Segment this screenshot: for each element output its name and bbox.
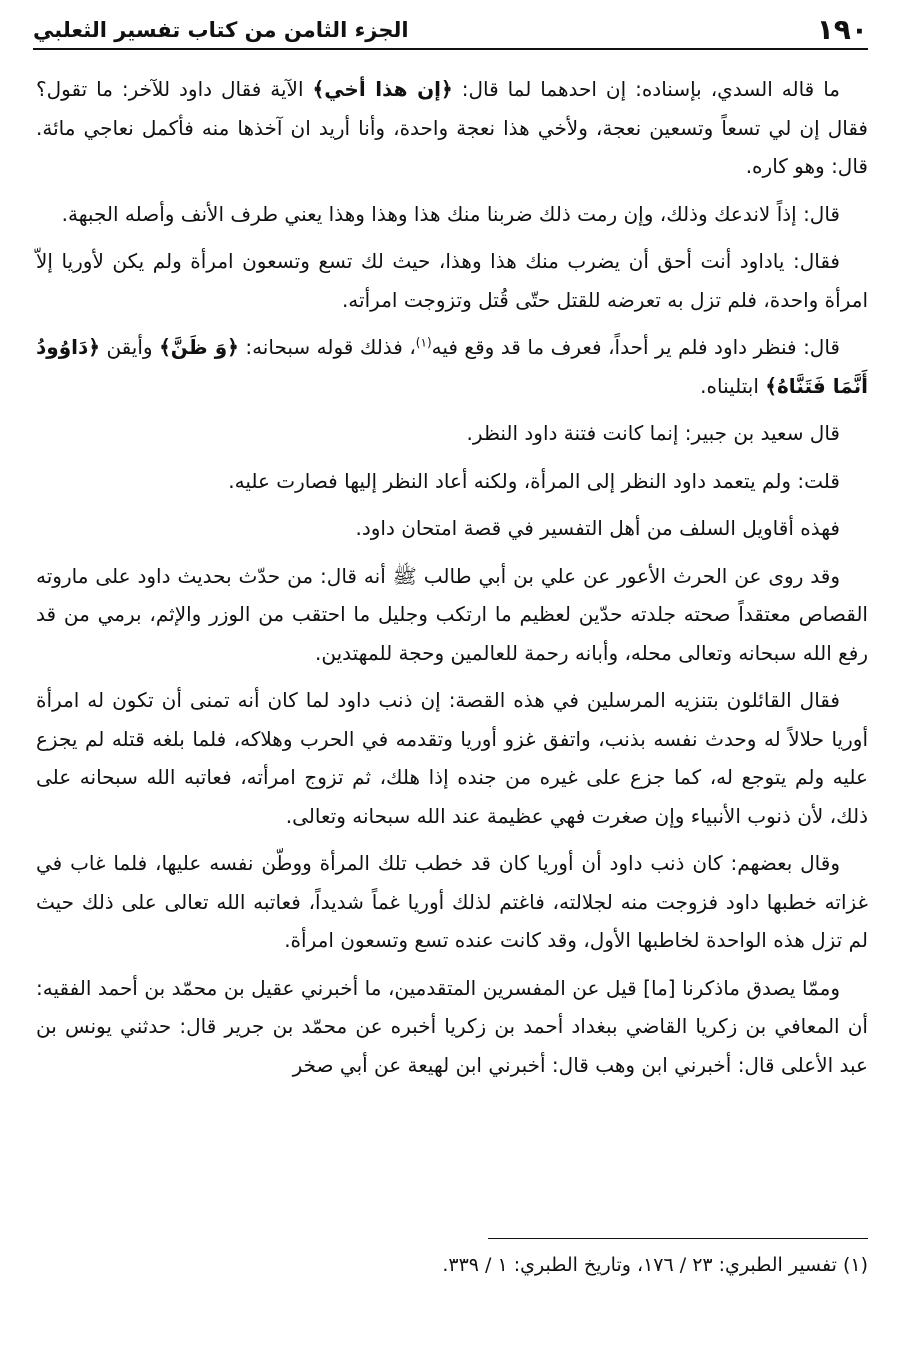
paragraph-6: قلت: ولم يتعمد داود النظر إلى المرأة، ولكنه أعاد النظر إليها فصارت عليه. (228, 468, 840, 493)
paragraph-8: وقد روى عن الحرث الأعور عن علي بن أبي طالب ﷺ أنه قال: من حدّث بحديث داود على ماروته القصاص معتقداً صحته جلدته حدّين لعظيم ما ارتكب وجليل ما احتقب من الوزر والإثم، برمي من قد رفع الله سبحانه وتعالى محله، وأبانه رحمة للعالمين وحجة للمهتدين. (36, 563, 868, 665)
running-header (33, 14, 868, 50)
paragraph-4: قال: فنظر داود فلم ير أحداً، فعرف ما قد وقع فيه$^{(١)}$، فذلك قوله سبحانه: ﴿وَ ظَنَّ﴾ وأيقن ﴿دَاوُودُ أَنَّمَا فَتَنَّاهُ﴾ ابتليناه. (36, 335, 868, 398)
quran-quote: ﴿إن هذا أخي﴾ (312, 77, 453, 101)
paragraph-2: قال: إذاً لاندعك وذلك، وإن رمت ذلك ضربنا منك هذا وهذا وهذا يعني طرف الأنف وأصله الجبهة. (61, 201, 840, 226)
footnote-divider (488, 1238, 868, 1239)
page-number: ١٩٠ (816, 13, 868, 46)
paragraph-10: وقال بعضهم: كان ذنب داود أن أوريا كان قد خطب تلك المرأة ووطّن نفسه عليها، فلما غاب في غزاته خطبها داود فزوجت منه لجلالته، فاغتم لذلك أوريا غماً شديداً، فعاتبه الله تعالى على ذلك حيث لم تزل هذه الواحدة لخاطبها الأول، وقد كانت عنده تسع وتسعون امرأة. (36, 851, 868, 952)
quran-quote: ﴿وَ ظَنَّ﴾ (159, 335, 239, 359)
paragraph-5: قال سعيد بن جبير: إنما كانت فتنة داود النظر. (466, 421, 840, 445)
quran-quote: ﴿دَاوُودُ أَنَّمَا فَتَنَّاهُ﴾ (36, 335, 868, 398)
running-title: الجزء الثامن من كتاب تفسير الثعلبي (33, 18, 409, 42)
main-text (36, 70, 868, 1093)
footnote-reference[interactable]: (١) (415, 335, 432, 350)
paragraph-7: فهذه أقاويل السلف من أهل التفسير في قصة امتحان داود. (355, 516, 840, 540)
paragraph-9: فقال القائلون بتنزيه المرسلين في هذه القصة: إن ذنب داود لما كان أنه تمنى أن تكون له امرأة أوريا حلالاً له وحدث نفسه بذنب، واتفق غزو أوريا وتقدمه في الحرب وهلاكه، فلما بلغه قتله لم يجزع عليه ولم يتوجع له، كما جزع على غيره من جنده إذا هلك، ثم تزوج امرأته، فعاتبه الله سبحانه على ذلك، لأن ذنوب الأنبياء وإن صغرت فهي عظيمة عند الله سبحانه وتعالى. (36, 688, 868, 828)
paragraph-11: وممّا يصدق ماذكرنا [ما] قيل عن المفسرين المتقدمين، ما أخبرني عقيل بن محمّد بن أحمد الفقيه: أن المعافي بن زكريا القاضي ببغداد أحمد بن زكريا أخبره عن محمّد بن جرير قال: حدثني يونس بن عبد الأعلى قال: أخبرني ابن وهب قال: أخبرني ابن لهيعة عن أبي صخر (36, 975, 868, 1077)
paragraph-3: فقال: ياداود أنت أحق أن يضرب منك هذا وهذا، حيث لك تسع وتسعون امرأة ولم يكن لأوريا إلاّ امرأة واحدة، فلم تزل به تعرضه للقتل حتّى قُتل وتزوجت امرأته. (36, 249, 868, 312)
footnote: (١) تفسير الطبري: ٢٣ / ١٧٦، وتاريخ الطبري: ١ / ٣٣٩. (442, 1254, 868, 1276)
paragraph-1: ما قاله السدي، بإسناده: إن احدهما لما قال: ﴿إن هذا أخي﴾ الآية فقال داود للآخر: ما تقول؟ فقال إن لي تسعاً وتسعين نعجة، ولأخي هذا نعجة واحدة، وأنا أريد ان آخذها منه فأكمل نعاجي مائة. قال: وهو كاره. (36, 77, 868, 178)
